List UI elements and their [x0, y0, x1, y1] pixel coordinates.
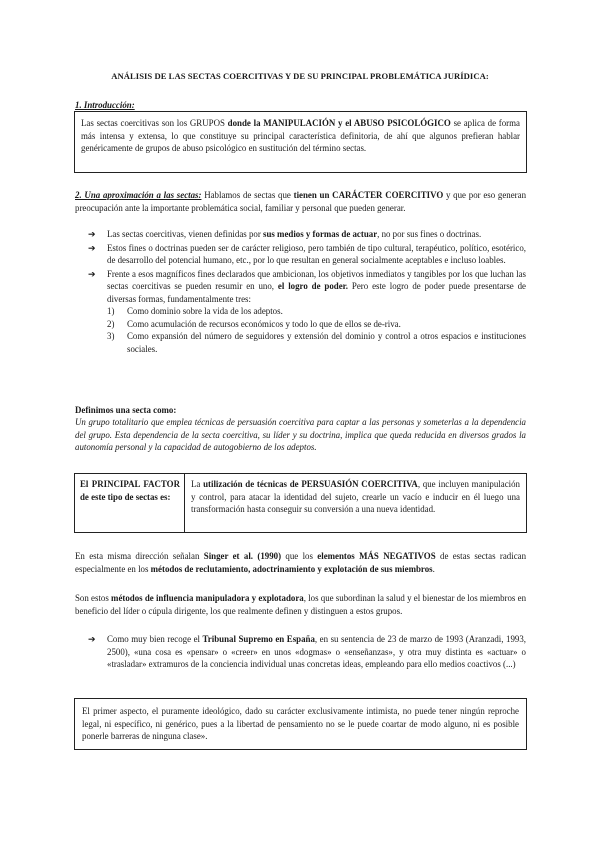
- bullet1-text-2: , no por sus fines o doctrinas.: [377, 229, 482, 239]
- singer-bold-2: elementos MÁS NEGATIVOS: [317, 551, 436, 561]
- bullet3-bold: el logro de poder.: [277, 281, 349, 291]
- tribunal-bullet-list: [88, 633, 526, 671]
- factor-text-2: , que incluyen manipulación y control, para atacar la identidad del sujeto, crearle un vacío e inducir en él luego una transformación hasta conseguir su conversión a una nueva identidad.: [191, 479, 520, 514]
- approach-bullet-list: [88, 228, 526, 355]
- list-item: [107, 305, 526, 318]
- tribunal-text-2: , en su sentencia de 23 de marzo de 1993 (Aranzadi, 1993, 2500), «una cosa es «pensar» o «creer» en unos «dogmas» o «enseñanzas», y otra muy distinta es «actuar» o «trasladar» extramuros de la conciencia individual unas concretas ideas, empleando para ello medios coactivos (...): [107, 634, 526, 669]
- methods-text-1: Son estos: [75, 593, 112, 603]
- intro-text-1: Las sectas coercitivas son los GRUPOS: [81, 118, 228, 128]
- approach-text-2: y que por eso generan preocupación ante la importante problemática social, familiar y personal que pueden generar.: [75, 190, 527, 213]
- bullet-item: [88, 268, 526, 356]
- bullet-item: [88, 228, 526, 241]
- power-forms-list: [107, 305, 526, 355]
- methods-paragraph: [75, 592, 526, 617]
- bullet1-text-1: Las sectas coercitivas, vienen definidas por: [107, 229, 263, 239]
- approach-bold: tienen un CARÁCTER COERCITIVO: [293, 190, 444, 200]
- singer-text-1: En esta misma dirección señalan: [75, 551, 204, 561]
- bullet-item: [88, 242, 526, 267]
- bullet2-text: Estos fines o doctrinas pueden ser de carácter religioso, pero también de tipo cultural, terapéutico, político, esotérico, de desarrollo del potencial humano, etc., por lo que resultan en general socialmente aceptables e incluso loables.: [107, 242, 526, 265]
- approach-text-1: Hablamos de sectas que: [201, 190, 294, 200]
- factor-table-content: [185, 474, 526, 536]
- list-number: 2): [107, 318, 115, 329]
- bullet1-bold: sus medios y formas de actuar: [263, 229, 378, 239]
- singer-bold-1: Singer et al. (1990): [203, 551, 282, 561]
- page-title: ANÁLISIS DE LAS SECTAS COERCITIVAS Y DE SU PRINCIPAL PROBLEMÁTICA JURÍDICA:: [111, 71, 489, 81]
- bullet-item: [88, 633, 526, 671]
- arrow-right-icon: ➔: [88, 229, 96, 239]
- intro-box: [74, 111, 527, 173]
- methods-text-2: , los que subordinan la salud y el bienestar de los miembros en beneficio del líder o cúpula dirigente, los que realmente definen y distinguen a estos grupos.: [75, 593, 527, 616]
- factor-table: [74, 473, 527, 533]
- factor-text-1: La: [191, 479, 204, 489]
- arrow-right-icon: ➔: [88, 268, 96, 279]
- singer-text-3: de estas sectas radican especialmente en los: [75, 551, 527, 574]
- bullet3-text-2: Pero este logro de poder puede presentarse de diversas formas, fundamentalmente tres:: [107, 281, 527, 304]
- intro-bold: donde la MANIPULACIÓN y el ABUSO PSICOLÓGICO: [227, 118, 451, 128]
- list-number: 3): [107, 331, 115, 341]
- list-item: [107, 330, 526, 355]
- tribunal-text-1: Como muy bien recoge el: [107, 634, 203, 644]
- list-text: Como dominio sobre la vida de los adeptos.: [127, 306, 283, 316]
- arrow-right-icon: ➔: [88, 242, 96, 253]
- quote-box: El primer aspecto, el puramente ideológico, dado su carácter exclusivamente intimista, no puede tener ningún reproche legal, ni específico, ni genérico, pues a la libertad de pensamiento no se le puede coartar de modo alguno, ni es posible ponerle barreras de ninguna clase».: [74, 698, 527, 750]
- singer-paragraph: [75, 550, 526, 575]
- arrow-right-icon: ➔: [88, 634, 96, 644]
- singer-text-4: .: [432, 563, 435, 574]
- singer-bold-3: métodos de reclutamiento, adoctrinamiento y explotación de sus miembros: [150, 563, 433, 574]
- list-item: [107, 318, 526, 331]
- singer-text-2: que los: [281, 551, 318, 561]
- tribunal-bold: Tribunal Supremo en España: [202, 634, 315, 644]
- approach-heading: 2. Una aproximación a las sectas:: [75, 190, 202, 200]
- list-text: Como acumulación de recursos económicos y todo lo que de ellos se de-riva.: [127, 318, 401, 329]
- methods-bold: métodos de influencia manipuladora y explotadora: [111, 593, 304, 603]
- factor-bold: utilización de técnicas de PERSUASIÓN COERCITIVA: [203, 479, 418, 489]
- list-number: 1): [107, 306, 115, 316]
- intro-heading: 1. Introducción:: [75, 100, 135, 110]
- list-text: Como expansión del número de seguidores y extensión del dominio y control a otros espacios e instituciones sociales.: [127, 331, 526, 354]
- definition-text: Un grupo totalitario que emplea técnicas de persuasión coercitiva para captar a las personas y someterlas a la dependencia del grupo. Esta dependencia de la secta coercitiva, su líder y su doctrina, implica que queda reducida en diversos grados la autonomía personal y la capacidad de autogobierno de los adeptos.: [75, 417, 526, 452]
- bullet3-text-1: Frente a esos magníficos fines declarados que ambicionan, los objetivos inmediatos y tangibles por los que luchan las sectas coercitivas se pueden resumir en uno,: [107, 268, 526, 291]
- intro-text-2: se aplica de forma más intensa y extensa, lo que constituye su principal característica definitoria, de ahí que algunos prefieran hablar genéricamente de grupos de abuso psicológico en sustitución del término sectas.: [81, 118, 520, 153]
- definition-heading: Definimos una secta como:: [75, 405, 177, 415]
- approach-paragraph: [75, 189, 526, 214]
- factor-table-label: El PRINCIPAL FACTOR de este tipo de sectas es:: [75, 474, 185, 532]
